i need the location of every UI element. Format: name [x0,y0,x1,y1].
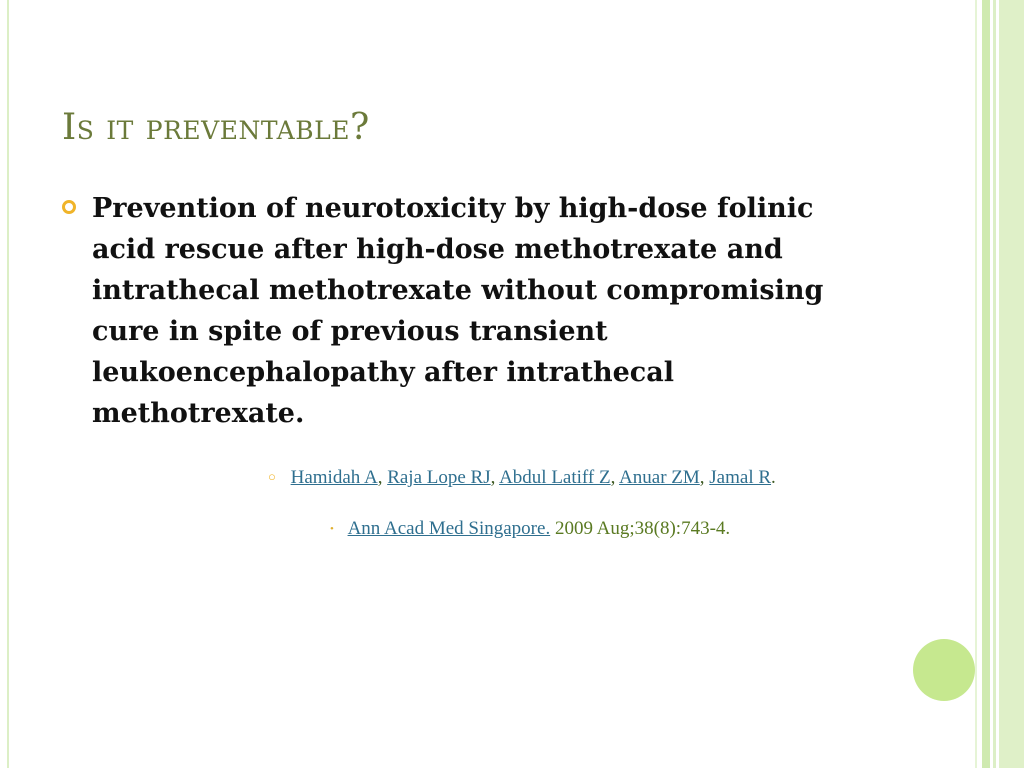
author-separator: , [610,467,620,488]
left-border-rule [7,0,9,768]
authors-list [268,465,776,490]
author-link[interactable]: Abdul Latiff Z [499,467,611,488]
bullet-item [62,188,872,434]
author-separator: , [377,467,388,488]
author-separator: , [490,467,500,488]
decorative-circle [913,639,975,701]
slide-title: Is it preventable? [62,107,370,148]
author-link[interactable]: Jamal R [709,467,772,488]
sub-sub-bullet-dot-icon: • [330,523,334,535]
right-stripe [975,0,977,768]
author-separator: , [699,467,710,488]
author-link[interactable]: Raja Lope RJ [387,467,491,488]
right-stripe [982,0,990,768]
right-stripe [993,0,996,768]
author-link[interactable]: Anuar ZM [619,467,700,488]
author-link[interactable]: Hamidah A [290,467,378,488]
bullet-text: Prevention of neurotoxicity by high-dose folinic acid rescue after high-dose methotrexate and intrathecal methotrexate without compromising cure in spite of previous transient leukoencephalopathy after intrathecal methotrexate. [92,193,824,429]
citation-details: 2009 Aug;38(8):743-4. [550,518,731,539]
author-separator: . [771,467,776,488]
journal-link[interactable]: Ann Acad Med Singapore. [347,518,551,539]
bullet-circle-icon [62,200,76,214]
right-stripe [999,0,1024,768]
journal-citation [330,517,730,541]
sub-bullet-circle-icon: ○ [268,469,276,484]
